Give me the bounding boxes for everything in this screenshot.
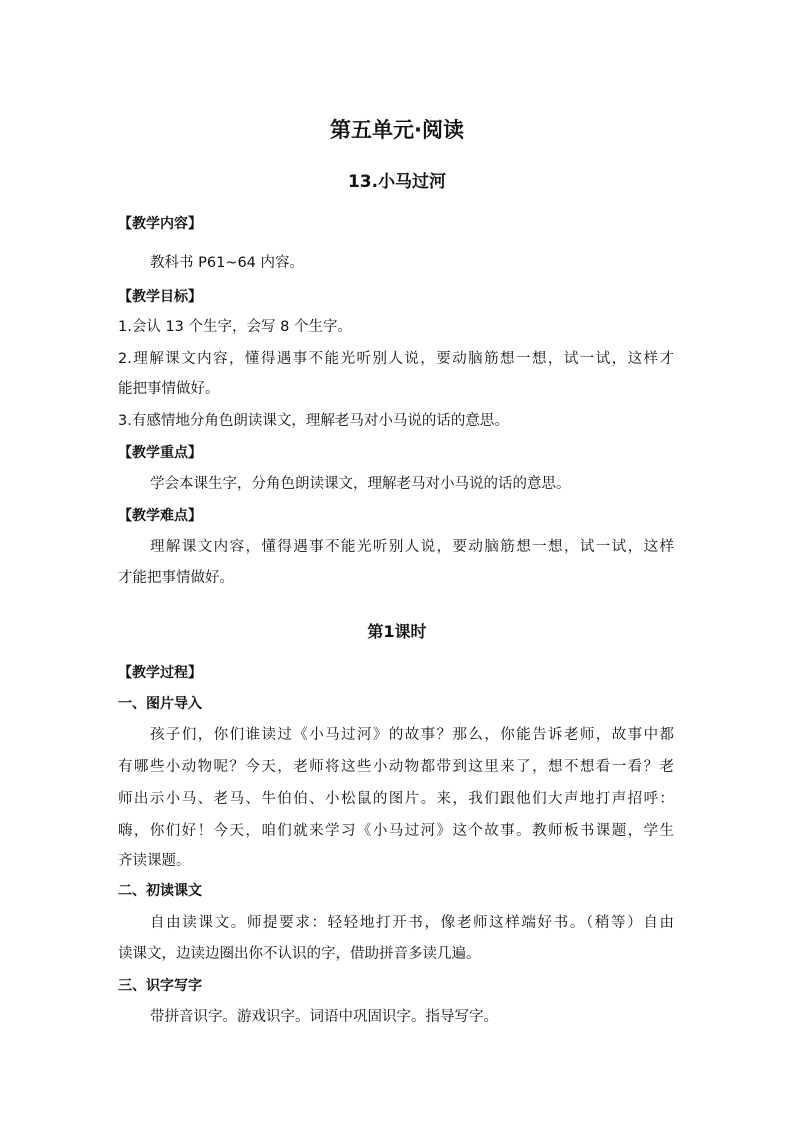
goal-item-2: 2.理解课文内容，懂得遇事不能光听别人说，要动脑筋想一想，试一试，这样才 bbox=[118, 351, 674, 367]
paragraph-line: 教科书 P61~64 内容。 bbox=[150, 255, 305, 271]
step-heading-3: 三、识字写字 bbox=[118, 978, 202, 994]
lesson-period-title: 第1课时 bbox=[367, 622, 427, 641]
step-heading-2: 二、初读课文 bbox=[118, 883, 202, 899]
section-heading-key-points: 【教学重点】 bbox=[118, 445, 202, 461]
lesson-name: 13.小马过河 bbox=[347, 172, 447, 192]
goal-item-2-cont: 能把事情做好。 bbox=[118, 381, 220, 397]
goal-item-3: 3.有感情地分角色朗读课文，理解老马对小马说的话的意思。 bbox=[118, 413, 509, 429]
paragraph-line: 学会本课生字，分角色朗读课文，理解老马对小马说的话的意思。 bbox=[150, 476, 571, 492]
paragraph-line: 嗨，你们好！今天，咱们就来学习《小马过河》这个故事。教师板书课题，学生 bbox=[118, 823, 674, 839]
section-heading-content: 【教学内容】 bbox=[118, 216, 202, 232]
section-heading-goals: 【教学目标】 bbox=[118, 289, 202, 305]
paragraph-line: 孩子们，你们谁读过《小马过河》的故事？那么，你能告诉老师，故事中都 bbox=[150, 727, 674, 743]
paragraph-line: 才能把事情做好。 bbox=[118, 570, 234, 586]
paragraph-line: 齐读课题。 bbox=[118, 853, 191, 869]
paragraph-line: 自由读课文。师提要求：轻轻地打开书，像老师这样端好书。（稍等）自由 bbox=[150, 915, 674, 931]
goal-item-1: 1.会认 13 个生字，会写 8 个生字。 bbox=[118, 319, 352, 335]
paragraph-line: 读课文，边读边圈出你不认识的字，借助拼音多读几遍。 bbox=[118, 946, 481, 962]
paragraph-line: 有哪些小动物呢？今天，老师将这些小动物都带到这里来了，想不想看一看？老 bbox=[118, 759, 674, 775]
paragraph-line: 理解课文内容，懂得遇事不能光听别人说，要动脑筋想一想，试一试，这样 bbox=[150, 539, 674, 555]
paragraph-line: 师出示小马、老马、牛伯伯、小松鼠的图片。来，我们跟他们大声地打声招呼： bbox=[118, 791, 674, 807]
step-heading-1: 一、图片导入 bbox=[118, 696, 202, 712]
unit-title: 第五单元·阅读 bbox=[330, 118, 464, 142]
section-heading-difficulties: 【教学难点】 bbox=[118, 508, 202, 524]
paragraph-line: 带拼音识字。游戏识字。词语中巩固识字。指导写字。 bbox=[150, 1009, 498, 1025]
section-heading-process: 【教学过程】 bbox=[118, 665, 202, 681]
